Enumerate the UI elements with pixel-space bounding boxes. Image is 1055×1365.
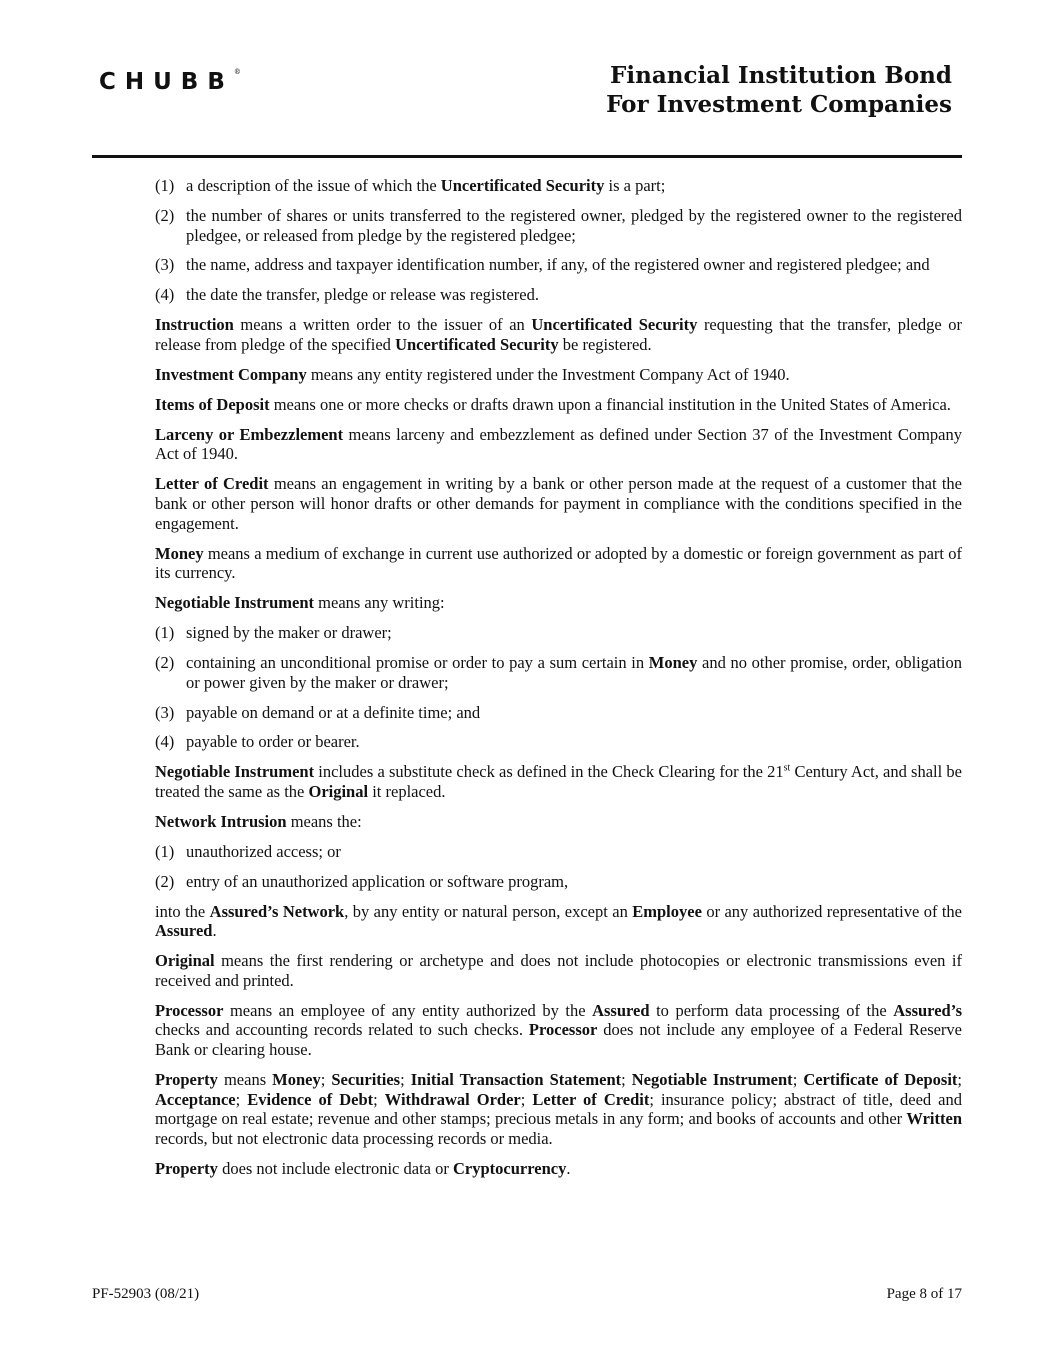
form-number: PF-52903 (08/21) xyxy=(92,1286,200,1302)
definition-investment-company: Investment Company means any entity registered under the Investment Company Act of 1940. xyxy=(155,364,790,384)
chubb-logo xyxy=(99,68,279,96)
document-body xyxy=(155,176,962,1189)
logo-wordmark: CHUBB xyxy=(99,69,234,95)
list-item: (4) payable to order or bearer. xyxy=(155,732,360,752)
definition-letter-of-credit: Letter of Credit means an engagement in writing by a bank or other person made at the request of a customer that the bank or other person will honor drafts or other demands for payment in compliance with the conditions specified in the engagement. xyxy=(155,474,962,533)
definition-instruction: Instruction means a written order to the issuer of an Uncertificated Security requesting that the transfer, pledge or release from pledge of the specified Uncertificated Security be registered. xyxy=(155,315,962,354)
list-item: (2) the number of shares or units transferred to the registered owner, pledged by the registered owner to the registered pledgee, or released from pledge by the registered pledgee; xyxy=(155,205,962,245)
definition-larceny: Larceny or Embezzlement means larceny and embezzlement as defined under Section 37 of the Investment Company Act of 1940. xyxy=(155,424,962,464)
definition-negotiable-instrument-substitute: Negotiable Instrument includes a substitute check as defined in the Check Clearing for the 21st Century Act, and shall be treated the same as the Original it replaced. xyxy=(155,762,962,801)
header-divider xyxy=(92,155,962,158)
list-item: (2) containing an unconditional promise or order to pay a sum certain in Money and no other promise, order, obligation or power given by the maker or drawer; xyxy=(155,652,962,692)
definition-items-of-deposit: Items of Deposit means one or more checks or drafts drawn upon a financial institution in the United States of America. xyxy=(155,394,951,414)
list-item: (1) a description of the issue of which the Uncertificated Security is a part; xyxy=(155,176,666,195)
network-intrusion-continuation: into the Assured’s Network, by any entity or natural person, except an Employee or any authorized representative of the Assured. xyxy=(155,901,963,941)
definition-negotiable-instrument: Negotiable Instrument means any writing: xyxy=(155,593,445,613)
list-item: (1) unauthorized access; or xyxy=(155,841,341,861)
definition-original: Original means the first rendering or archetype and does not include photocopies or electronic transmissions even if received and printed. xyxy=(155,951,962,990)
list-item: (2) entry of an unauthorized application or software program, xyxy=(155,871,569,891)
title-line-1: Financial Institution Bond xyxy=(610,62,952,89)
list-item: (1) signed by the maker or drawer; xyxy=(155,623,392,643)
document-title xyxy=(606,61,952,119)
definition-money: Money means a medium of exchange in current use authorized or adopted by a domestic or foreign government as part of its currency. xyxy=(155,543,962,583)
definition-processor: Processor means an employee of any entity authorized by the Assured to perform data processing of the Assured’s checks and accounting records related to such checks. Processor does not include any employee of a Federal Reserve Bank or clearing house. xyxy=(155,1000,963,1060)
list-item: (3) the name, address and taxpayer identification number, if any, of the registered owner and registered pledgee; and xyxy=(155,255,930,275)
definition-network-intrusion: Network Intrusion means the: xyxy=(155,811,362,831)
registered-mark: ® xyxy=(233,68,241,76)
title-line-2: For Investment Companies xyxy=(606,91,952,118)
page-number: Page 8 of 17 xyxy=(886,1286,962,1302)
definition-property: Property means Money; Securities; Initial Transaction Statement; Negotiable Instrument; Certificate of Deposit; Acceptance; Evidence of Debt; Withdrawal Order; Letter of Credit; insurance policy; abstract of title, deed and mortgage on real estate; revenue and other stamps; precious metals in any form; and books of accounts and other Written records, but not electronic data processing records or media. xyxy=(155,1070,962,1149)
list-item: (4) the date the transfer, pledge or release was registered. xyxy=(155,285,540,305)
definition-property-exclusion: Property does not include electronic data or Cryptocurrency. xyxy=(155,1159,571,1179)
list-item: (3) payable on demand or at a definite time; and xyxy=(155,702,481,722)
